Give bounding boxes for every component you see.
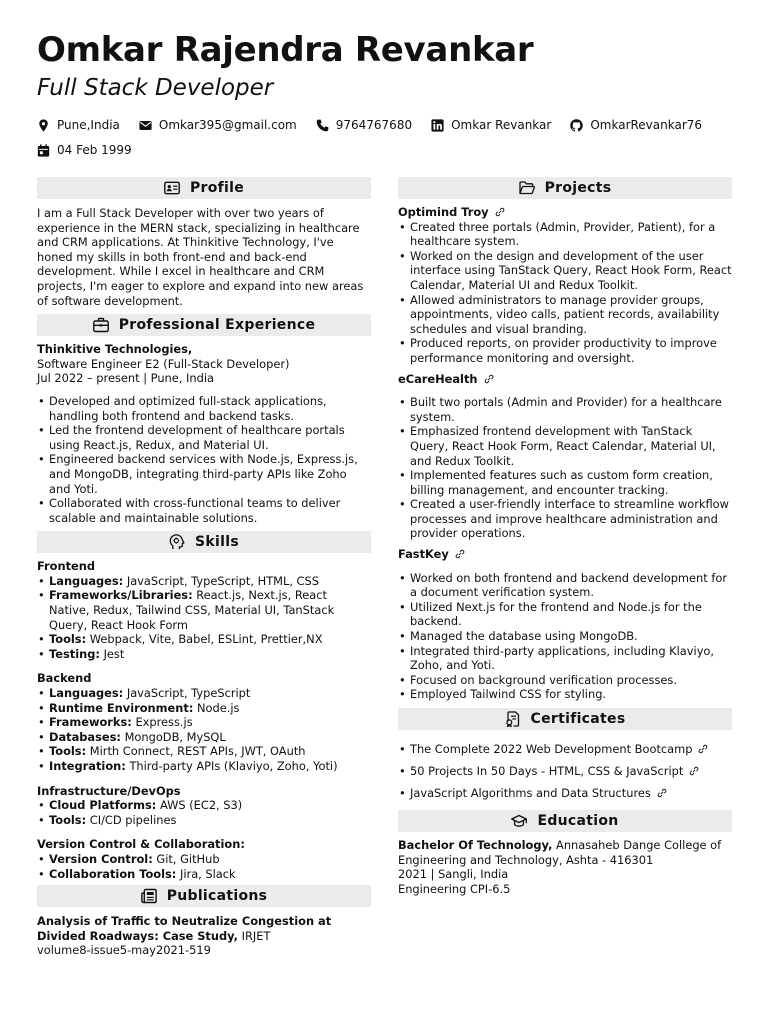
list-item bbox=[37, 852, 371, 867]
contact-linkedin[interactable] bbox=[431, 118, 551, 132]
skills-heading: Skills bbox=[195, 534, 239, 551]
skill-label: Testing: bbox=[49, 646, 100, 661]
list-item bbox=[37, 574, 371, 589]
list-item: • Built two portals (Admin and Provider) for a healthcare system. bbox=[398, 395, 732, 424]
list-item bbox=[37, 588, 371, 632]
project-entry bbox=[398, 372, 732, 542]
skill-value: Node.js bbox=[197, 700, 240, 715]
job-dates: Jul 2022 – present | Pune, India bbox=[37, 371, 214, 386]
publications-heading: Publications bbox=[166, 888, 268, 905]
skill-label: Runtime Environment: bbox=[49, 700, 194, 715]
link-icon[interactable] bbox=[657, 788, 667, 798]
publication-venue: IRJET bbox=[241, 928, 271, 943]
skill-items bbox=[37, 686, 371, 774]
list-item bbox=[37, 813, 371, 828]
education-section-header bbox=[398, 810, 732, 832]
skill-label: Tools: bbox=[49, 744, 87, 759]
map-pin-icon bbox=[37, 119, 50, 132]
list-item bbox=[37, 798, 371, 813]
skill-group-title: Infrastructure/DevOps bbox=[37, 783, 181, 798]
list-item: • Implemented features such as custom form creation, billing management, and encounter tracking. bbox=[398, 468, 732, 497]
graduation-cap-icon bbox=[511, 813, 527, 829]
publication-issue: volume8-issue5-may2021-519 bbox=[37, 943, 211, 958]
link-icon[interactable] bbox=[484, 374, 494, 384]
list-item bbox=[37, 867, 371, 882]
list-item: • Engineered backend services with Node.js, Express.js, and MongoDB, integrating third-party APIs like Zoho and Yoti. bbox=[37, 452, 371, 496]
experience-entry bbox=[37, 342, 371, 525]
bullet: • bbox=[399, 785, 406, 800]
list-item: • Allowed administrators to manage provider groups, appointments, video calls, patient records, availability schedules and visual branding. bbox=[398, 293, 732, 337]
company-name: Thinkitive Technologies, bbox=[37, 342, 193, 357]
skill-label: Frameworks: bbox=[49, 715, 132, 730]
certificate-name: The Complete 2022 Web Development Bootcamp bbox=[410, 741, 693, 756]
project-title-row bbox=[398, 205, 732, 220]
list-item bbox=[37, 759, 371, 774]
project-name: Optimind Troy bbox=[398, 205, 489, 219]
skill-value: Third-party APIs (Klaviyo, Zoho, Yoti) bbox=[129, 759, 338, 773]
skill-group-version-control bbox=[37, 837, 371, 881]
right-column bbox=[398, 177, 732, 896]
bullet: • bbox=[399, 741, 406, 756]
list-item bbox=[37, 744, 371, 759]
project-bullets bbox=[398, 395, 732, 541]
newspaper-icon bbox=[141, 888, 157, 904]
skill-label: Integration: bbox=[49, 759, 126, 773]
certificates-section-header bbox=[398, 708, 732, 730]
list-item bbox=[398, 760, 732, 782]
list-item: • Employed Tailwind CSS for styling. bbox=[398, 687, 732, 702]
job-title: Full Stack Developer bbox=[37, 75, 274, 101]
email-text[interactable]: Omkar395@gmail.com bbox=[158, 118, 297, 132]
list-item: • Created a user-friendly interface to streamline workflow processes and improve healthcare administration and provider operations. bbox=[398, 497, 732, 541]
skill-value: Webpack, Vite, Babel, ESLint, Prettier,NX bbox=[89, 632, 323, 647]
list-item: • Utilized Next.js for the frontend and Node.js for the backend. bbox=[398, 600, 732, 629]
list-item bbox=[398, 738, 732, 760]
skill-group-backend bbox=[37, 671, 371, 773]
project-bullets bbox=[398, 220, 732, 366]
link-icon[interactable] bbox=[698, 744, 708, 754]
skill-value: Mirth Connect, REST APIs, JWT, OAuth bbox=[89, 744, 306, 759]
calendar-icon bbox=[37, 144, 50, 157]
profile-summary: I am a Full Stack Developer with over two years of experience in the MERN stack, specializing in healthcare and CRM applications. At Thinkitive Technology, I've honed my skills in both front-end and back-end development. While I excel in healthcare and CRM projects, I'm eager to explore and expand into new areas of software development. bbox=[37, 206, 364, 308]
list-item bbox=[398, 782, 732, 804]
phone-icon bbox=[316, 119, 329, 132]
candidate-name: Omkar Rajendra Revankar bbox=[37, 30, 534, 70]
list-item: • Produced reports, on provider productivity to improve performance monitoring and oversight. bbox=[398, 336, 732, 365]
link-icon[interactable] bbox=[495, 207, 505, 217]
phone-text[interactable]: 9764767680 bbox=[335, 118, 413, 132]
list-item: • Integrated third-party applications, including Klaviyo, Zoho, and Yoti. bbox=[398, 644, 732, 673]
linkedin-text[interactable]: Omkar Revankar bbox=[451, 118, 552, 132]
list-item bbox=[37, 647, 371, 662]
skill-group-title: Frontend bbox=[37, 559, 96, 574]
skill-label: Languages: bbox=[49, 573, 124, 588]
linkedin-icon bbox=[431, 119, 444, 132]
publications-section-header bbox=[37, 885, 371, 907]
skill-label: Cloud Platforms: bbox=[49, 798, 157, 813]
skill-label: Version Control: bbox=[49, 851, 153, 866]
skill-value: Jest bbox=[103, 646, 125, 661]
skill-label: Collaboration Tools: bbox=[49, 866, 177, 881]
skill-label: Tools: bbox=[49, 812, 87, 827]
list-item: • Led the frontend development of healthcare portals using React.js, Redux, and Material UI. bbox=[37, 423, 371, 452]
projects-heading: Projects bbox=[544, 180, 612, 196]
certificates-list bbox=[398, 738, 732, 804]
list-item bbox=[37, 701, 371, 716]
skill-label: Languages: bbox=[49, 686, 124, 701]
degree-name: Bachelor Of Technology, bbox=[398, 838, 553, 852]
list-item: • Emphasized frontend development with TanStack Query, React Hook Form, React Calendar, Material UI, and Redux Toolkit. bbox=[398, 424, 732, 468]
project-name: eCareHealth bbox=[398, 371, 478, 386]
education-heading: Education bbox=[537, 813, 619, 829]
contact-info bbox=[37, 116, 721, 159]
list-item: • Created three portals (Admin, Provider, Patient), for a healthcare system. bbox=[398, 220, 732, 249]
skill-value: React.js, Next.js, React Native, Redux, Tailwind CSS, Material UI, TanStack Query, React Hook Form bbox=[49, 588, 335, 632]
project-entry bbox=[398, 547, 732, 702]
list-item bbox=[37, 730, 371, 745]
skill-items bbox=[37, 852, 371, 881]
education-entry bbox=[398, 838, 732, 896]
skill-value: AWS (EC2, S3) bbox=[159, 798, 243, 813]
skill-group-title: Backend bbox=[37, 671, 92, 686]
id-card-icon bbox=[164, 180, 180, 196]
list-item: • Collaborated with cross-functional teams to deliver scalable and maintainable solutions. bbox=[37, 496, 371, 525]
list-item: • Developed and optimized full-stack applications, handling both frontend and backend tasks. bbox=[37, 394, 371, 423]
location-text: Pune,India bbox=[57, 118, 120, 132]
education-cpi: Engineering CPI-6.5 bbox=[398, 881, 511, 896]
dob-text: 04 Feb 1999 bbox=[57, 143, 132, 157]
skill-label: Frameworks/Libraries: bbox=[49, 588, 193, 603]
left-column bbox=[37, 177, 371, 958]
publication-entry bbox=[37, 914, 371, 958]
experience-section-header bbox=[37, 314, 371, 336]
projects-list bbox=[398, 205, 732, 702]
job-role: Software Engineer E2 (Full-Stack Developer) bbox=[37, 356, 290, 371]
link-icon[interactable] bbox=[689, 766, 699, 776]
github-icon bbox=[570, 119, 583, 132]
publication-title: Analysis of Traffic to Neutralize Congestion at Divided Roadways: Case Study, bbox=[37, 914, 332, 943]
list-item bbox=[37, 632, 371, 647]
skill-label: Tools: bbox=[49, 632, 87, 647]
graduation-year-place: 2021 | Sangli, India bbox=[398, 867, 509, 882]
contact-github[interactable] bbox=[570, 118, 702, 132]
project-bullets bbox=[398, 571, 732, 702]
skill-group-frontend bbox=[37, 559, 371, 661]
briefcase-icon bbox=[93, 317, 109, 333]
certificate-name: 50 Projects In 50 Days - HTML, CSS & JavaScript bbox=[410, 763, 684, 778]
list-item: • Worked on the design and development of the user interface using TanStack Query, React Hook Form, React Calendar, Material UI and Redux Toolkit. bbox=[398, 249, 732, 293]
list-item bbox=[37, 715, 371, 730]
head-brain-icon bbox=[169, 534, 185, 550]
contact-phone[interactable] bbox=[316, 118, 412, 132]
skill-items bbox=[37, 798, 371, 827]
list-item: • Worked on both frontend and backend development for a document verification system. bbox=[398, 571, 732, 600]
skill-value: Express.js bbox=[135, 715, 193, 730]
contact-dob bbox=[37, 143, 132, 157]
skills-section-header bbox=[37, 531, 371, 553]
skill-value: JavaScript, TypeScript bbox=[126, 686, 251, 701]
college-name: Annasaheb Dange College of Engineering and Technology, Ashta - 416301 bbox=[398, 838, 722, 867]
contact-email[interactable] bbox=[139, 118, 297, 132]
certificates-heading: Certificates bbox=[530, 711, 626, 727]
folder-open-icon bbox=[519, 180, 535, 196]
skill-label: Databases: bbox=[49, 729, 121, 744]
skill-group-devops bbox=[37, 784, 371, 828]
skills-list bbox=[37, 559, 371, 881]
project-title-row bbox=[398, 547, 732, 562]
skill-value: JavaScript, TypeScript, HTML, CSS bbox=[126, 573, 319, 588]
certificate-name: JavaScript Algorithms and Data Structures bbox=[410, 785, 651, 800]
skill-group-title: Version Control & Collaboration: bbox=[37, 837, 245, 852]
project-name: FastKey bbox=[398, 547, 449, 562]
list-item bbox=[37, 686, 371, 701]
profile-section-header bbox=[37, 177, 371, 199]
profile-heading: Profile bbox=[189, 180, 245, 196]
list-item: • Managed the database using MongoDB. bbox=[398, 629, 732, 644]
project-entry bbox=[398, 205, 732, 366]
bullet: • bbox=[399, 763, 406, 778]
contact-location bbox=[37, 118, 120, 132]
project-title-row bbox=[398, 372, 732, 387]
github-text[interactable]: OmkarRevankar76 bbox=[590, 118, 703, 132]
skill-value: Jira, Slack bbox=[179, 866, 236, 881]
certificate-icon bbox=[505, 711, 521, 727]
skill-items bbox=[37, 574, 371, 662]
experience-bullets bbox=[37, 394, 371, 525]
envelope-icon bbox=[139, 119, 152, 132]
experience-heading: Professional Experience bbox=[118, 317, 316, 334]
skill-value: MongoDB, MySQL bbox=[124, 729, 226, 744]
link-icon[interactable] bbox=[455, 549, 465, 559]
projects-section-header bbox=[398, 177, 732, 199]
skill-value: Git, GitHub bbox=[156, 851, 220, 866]
skill-value: CI/CD pipelines bbox=[89, 812, 177, 827]
list-item: • Focused on background verification processes. bbox=[398, 673, 732, 688]
